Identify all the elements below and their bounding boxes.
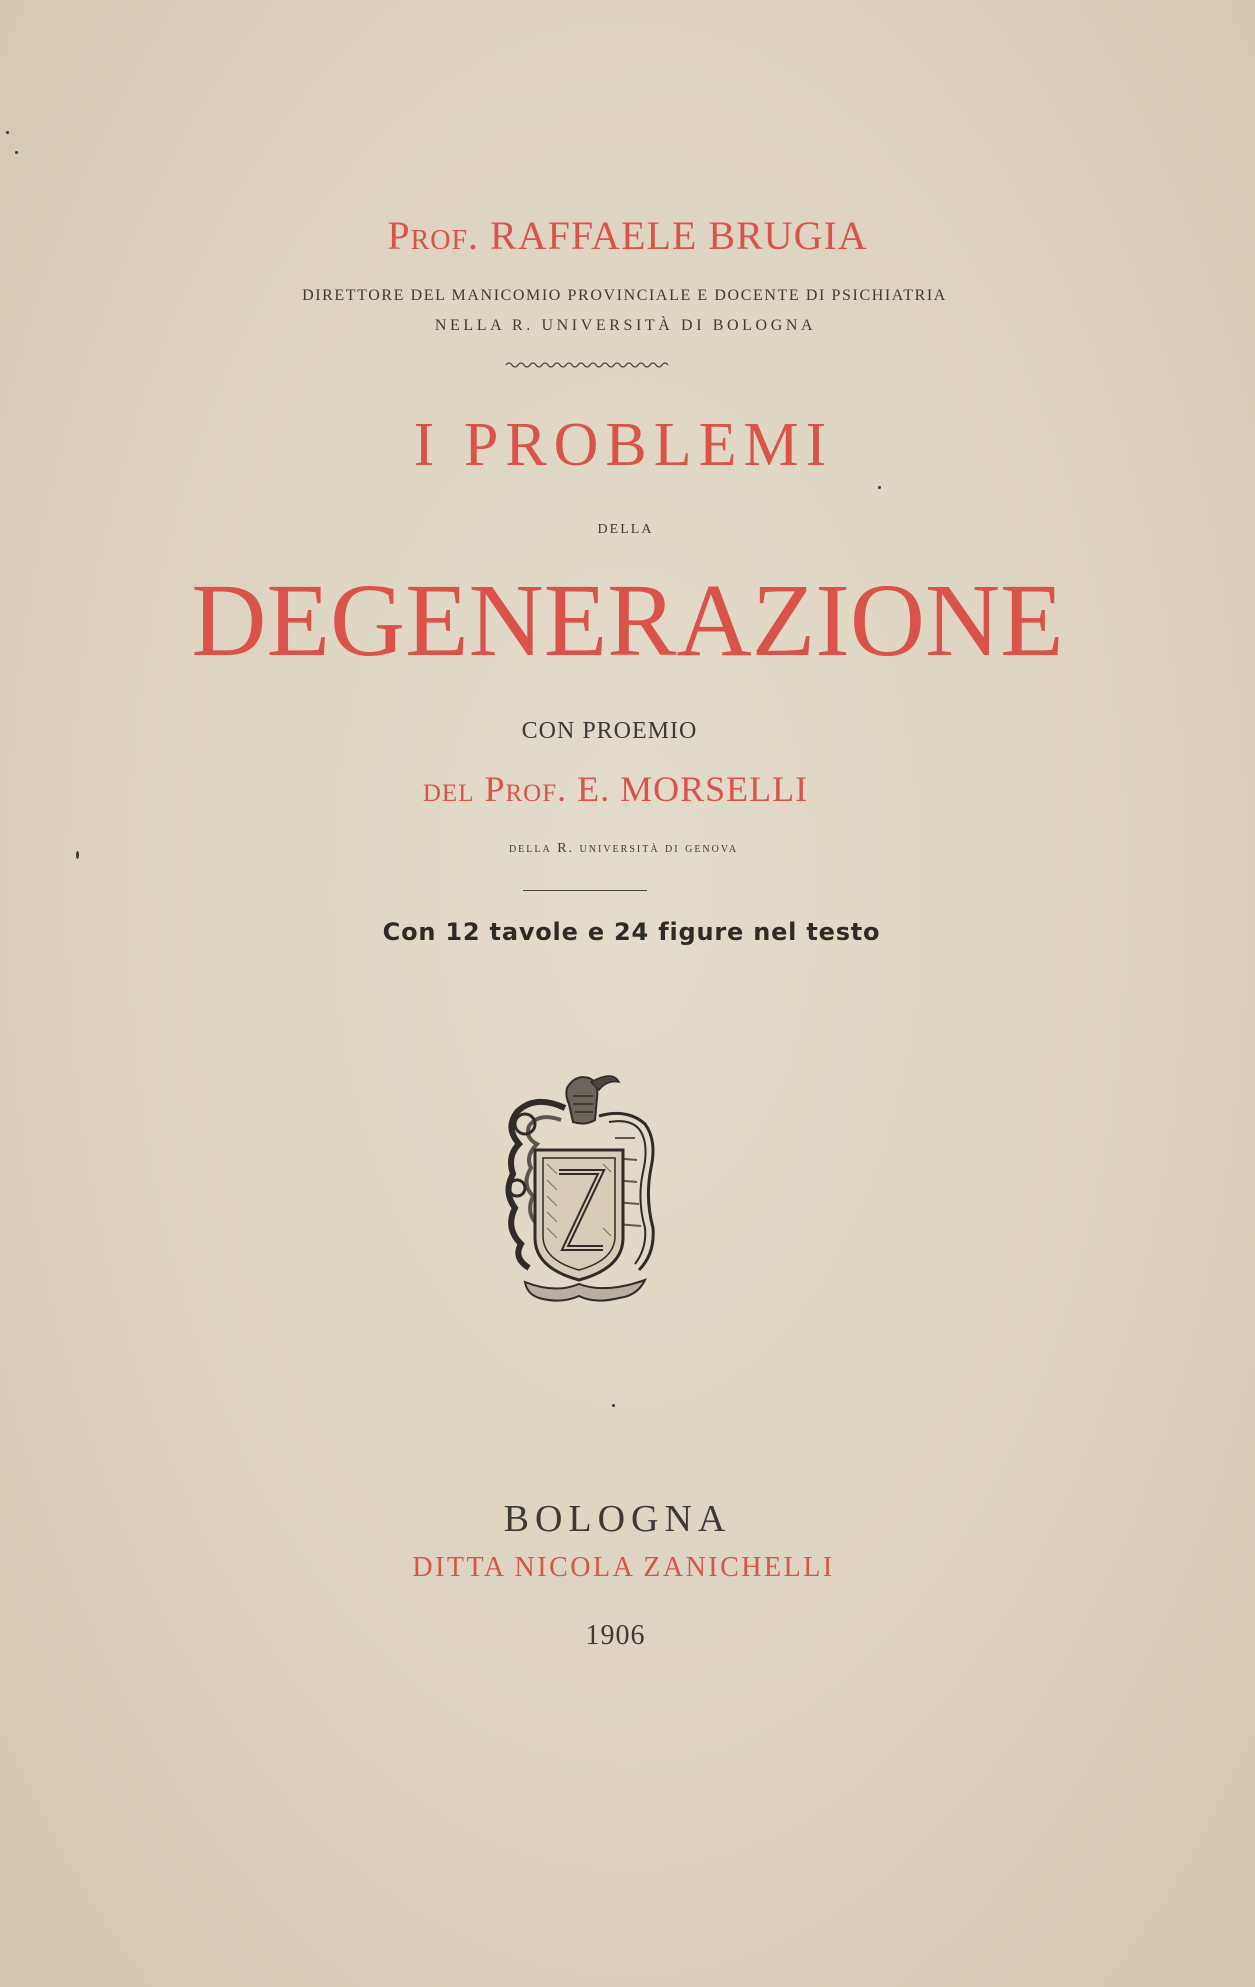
- author-affiliation-line2: NELLA R. UNIVERSITÀ DI BOLOGNA: [434, 317, 817, 334]
- preface-line: CON PROEMIO: [521, 718, 698, 744]
- illustrations-note: Con 12 tavole e 24 figure nel testo: [382, 918, 881, 946]
- preface-author: del Prof. E. MORSELLI: [422, 769, 809, 809]
- preface-affiliation: della R. università di genova: [508, 841, 739, 856]
- author-affiliation-line1: DIRETTORE DEL MANICOMIO PROVINCIALE E DOCENTE DI PSICHIATRIA: [302, 287, 947, 304]
- divider-rule: [523, 890, 647, 891]
- paper-speck: [15, 151, 18, 154]
- author-name: Prof. RAFFAELE BRUGIA: [387, 213, 868, 258]
- title-line-1: I PROBLEMI: [413, 411, 834, 479]
- title-line-2: DEGENERAZIONE: [191, 563, 1064, 678]
- paper-speck: [612, 1404, 615, 1407]
- publisher-name: DITTA NICOLA ZANICHELLI: [412, 1552, 835, 1583]
- publisher-city: BOLOGNA: [503, 1498, 732, 1540]
- wavy-ornament: [504, 358, 670, 372]
- publisher-mark-emblem: [495, 1068, 675, 1308]
- title-connector: della: [597, 516, 654, 538]
- paper-speck: [6, 131, 9, 134]
- publication-year: 1906: [585, 1620, 646, 1651]
- paper-speck: [878, 486, 881, 489]
